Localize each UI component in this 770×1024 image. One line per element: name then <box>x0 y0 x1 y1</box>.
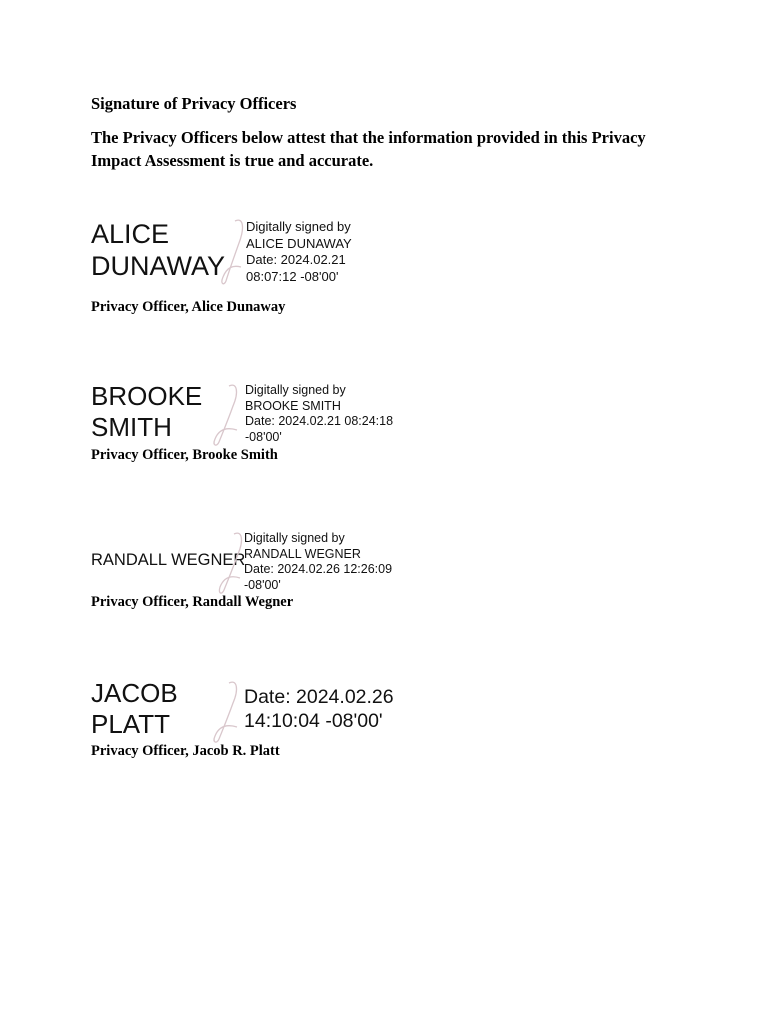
signer-name <box>91 381 202 443</box>
signature-details <box>246 219 352 285</box>
signature-detail-line: ALICE DUNAWAY <box>246 235 352 251</box>
signature-watermark-icon <box>209 679 243 745</box>
signature-detail-line: Digitally signed by <box>246 219 351 234</box>
signature-detail-line: 08:07:12 -08'00' <box>246 268 339 284</box>
signature-caption: Privacy Officer, Jacob R. Platt <box>91 743 280 759</box>
signature-detail-line: BROOKE SMITH <box>245 398 341 413</box>
signature-watermark-icon <box>216 530 246 596</box>
signature-detail-line: Digitally signed by <box>244 531 345 545</box>
signature-caption: Privacy Officer, Brooke Smith <box>91 447 278 463</box>
signature-detail-line: -08'00' <box>245 429 282 444</box>
signature-detail-line: Digitally signed by <box>245 383 346 397</box>
signer-name-line-1: RANDALL WEGNER <box>91 551 246 569</box>
signer-name-line-1: JACOB <box>91 678 178 708</box>
signature-watermark-icon <box>219 217 249 287</box>
signature-detail-line: Date: 2024.02.26 12:26:09 <box>244 562 393 576</box>
signature-details <box>244 685 394 733</box>
page-heading: Signature of Privacy Officers <box>91 94 297 113</box>
signature-watermark-icon <box>209 382 243 448</box>
signature-detail-line: Date: 2024.02.26 <box>244 686 394 708</box>
signature-caption: Privacy Officer, Alice Dunaway <box>91 299 286 315</box>
signature-detail-line: -08'00' <box>244 577 281 592</box>
signature-caption: Privacy Officer, Randall Wegner <box>91 594 294 610</box>
signature-details <box>245 383 393 445</box>
signature-detail-line: Date: 2024.02.21 <box>246 252 346 267</box>
signer-name-line-1: BROOKE <box>91 381 203 411</box>
signer-name <box>91 678 178 740</box>
signer-name <box>91 218 225 282</box>
signature-detail-line: 14:10:04 -08'00' <box>244 710 383 732</box>
signer-name-line-1: ALICE <box>91 219 170 249</box>
signature-details <box>244 531 392 593</box>
signer-name-line-2: SMITH <box>91 412 172 442</box>
attestation-statement: The Privacy Officers below attest that the information provided in this Privacy Impact Assessment is true and accurate. <box>91 128 646 170</box>
signer-name-line-2: PLATT <box>91 709 170 739</box>
signer-name-line-2: DUNAWAY <box>91 251 225 281</box>
signature-detail-line: RANDALL WEGNER <box>244 546 361 561</box>
signature-detail-line: Date: 2024.02.21 08:24:18 <box>245 414 394 428</box>
